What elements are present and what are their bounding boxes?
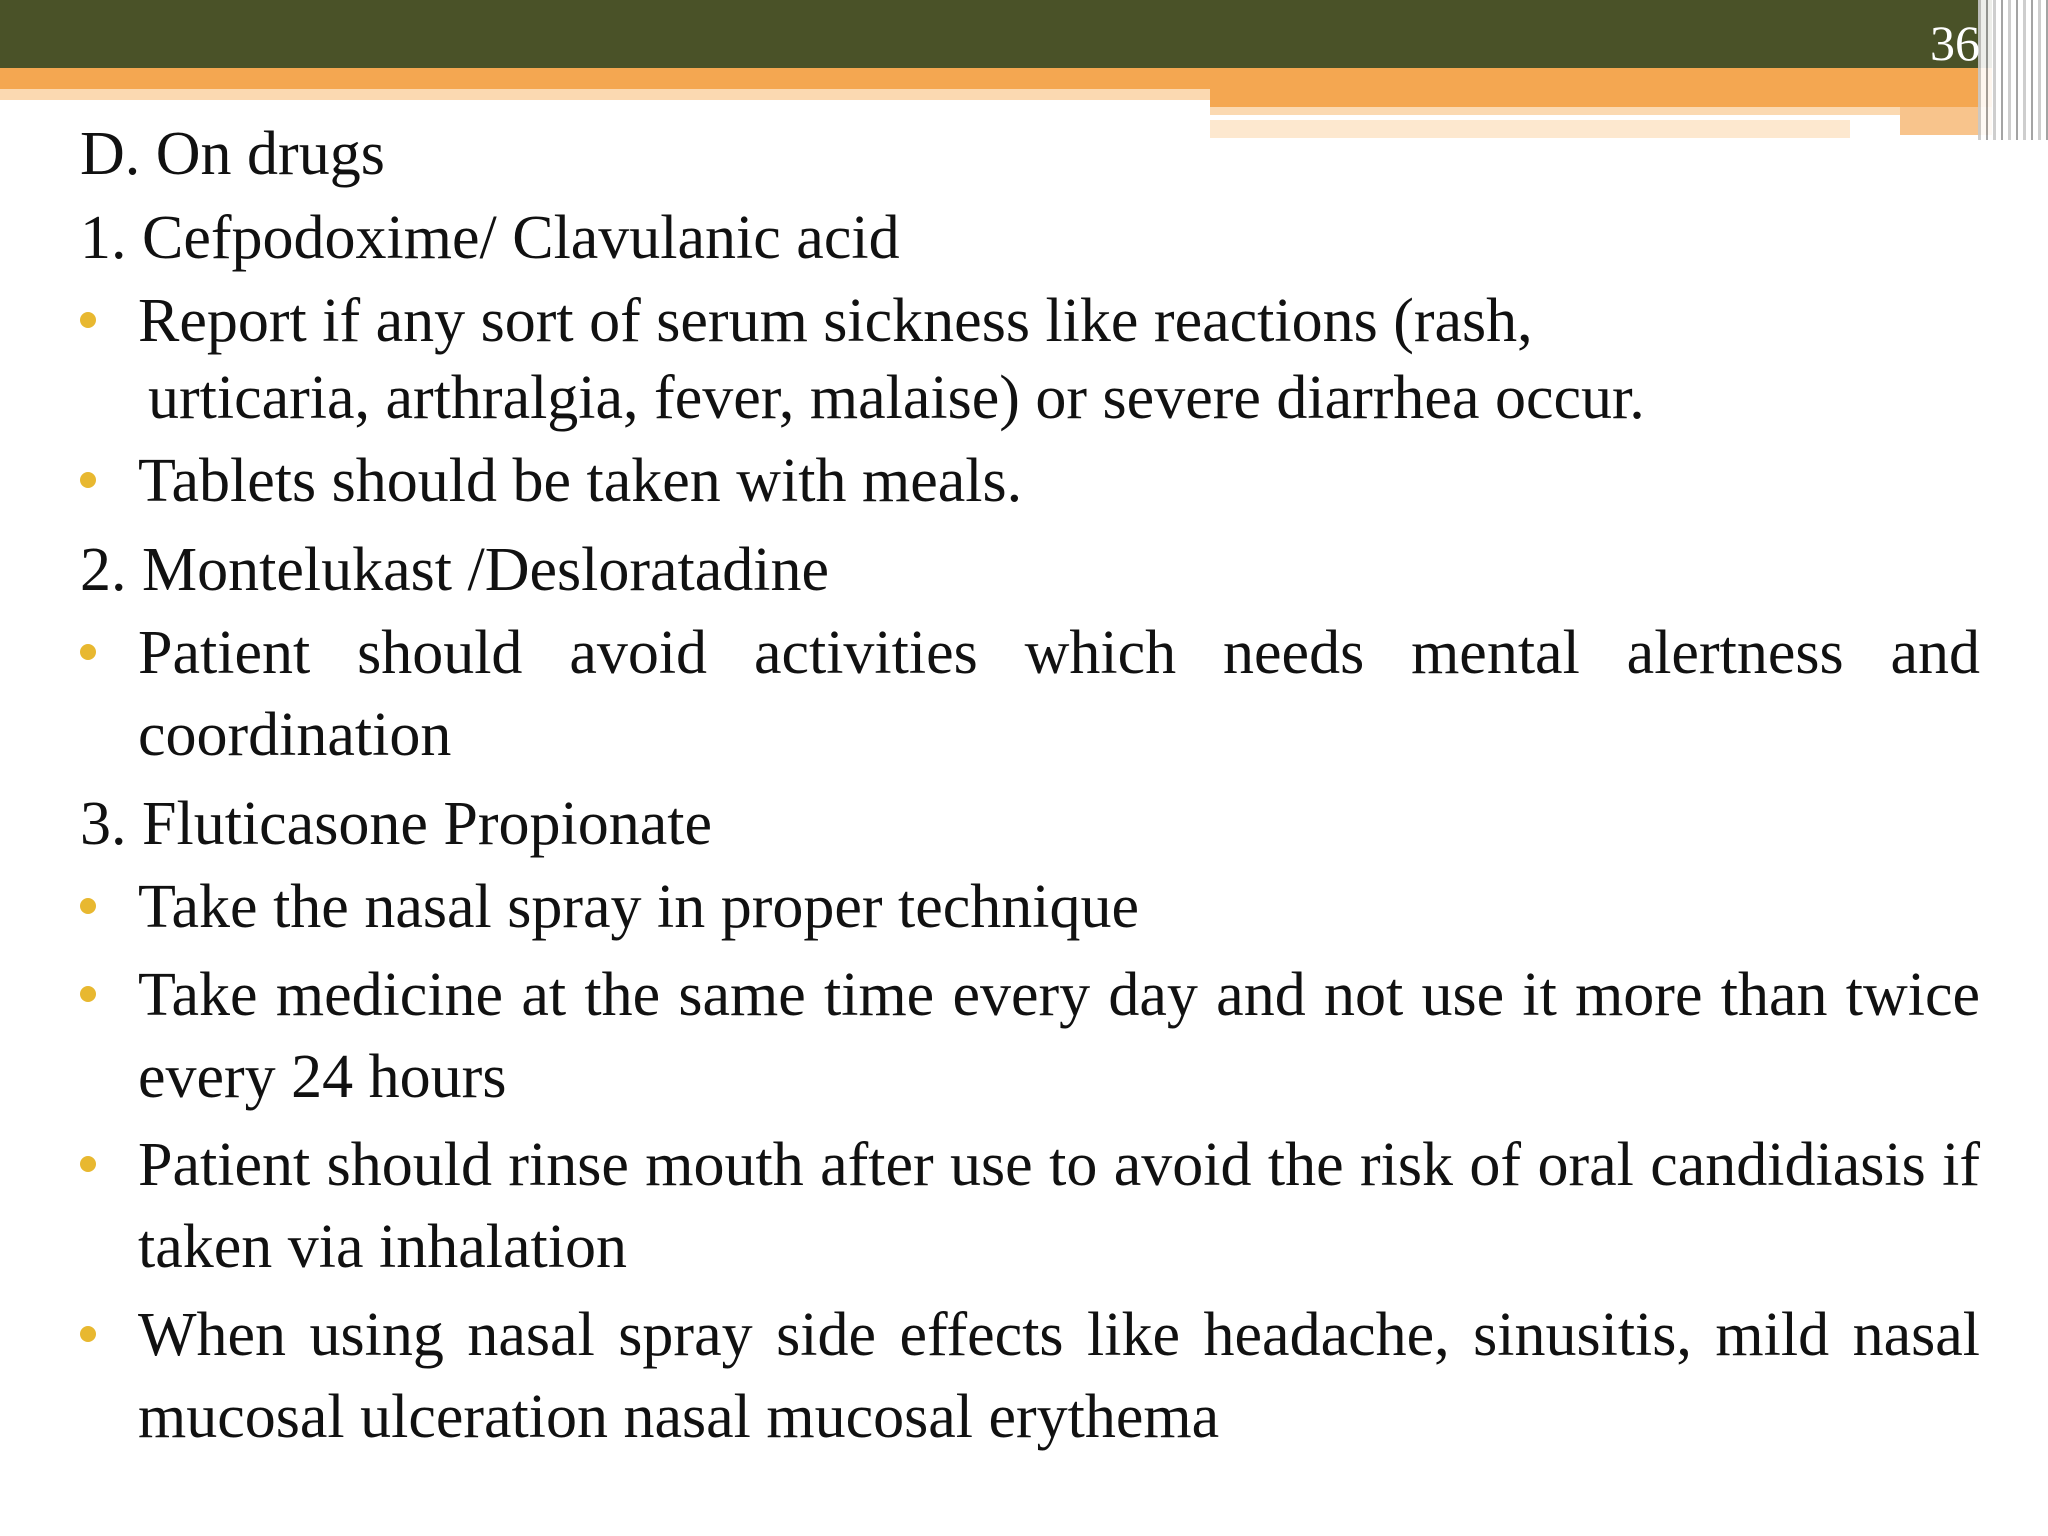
bullet-item (80, 1124, 1980, 1288)
bullet-text: Take the nasal spray in proper technique (138, 873, 1140, 941)
header-band-orange-right (1210, 89, 1992, 107)
bullet-text: Tablets should be taken with meals. (138, 447, 1023, 515)
bullet-text: Take medicine at the same time every day and not use it more than twice every 24 hours (138, 961, 1980, 1111)
drug-title-2: 2. Montelukast /Desloratadine (80, 536, 829, 604)
bullet-dot-icon (80, 986, 96, 1002)
page-number: 36 (1930, 15, 1980, 71)
bullet-text: Patient should avoid activities which needs mental alertness and coordination (138, 619, 1980, 769)
drug-title-3: 3. Fluticasone Propionate (80, 790, 712, 858)
header-band-light-left (0, 89, 1210, 100)
bullet-dot-icon (80, 898, 96, 914)
bullet-dot-icon (80, 472, 96, 488)
drug-title-1: 1. Cefpodoxime/ Clavulanic acid (80, 204, 900, 272)
bullet-item (80, 280, 1980, 362)
bullet-dot-icon (80, 644, 96, 660)
corner-stripes (1978, 0, 2048, 140)
slide-content (80, 112, 1980, 1464)
bullet-item (80, 1294, 1980, 1458)
section-title: D. On drugs (80, 120, 385, 188)
bullet-item (80, 866, 1980, 948)
bullet-dot-icon (80, 1326, 96, 1342)
bullet-dot-icon (80, 312, 96, 328)
bullet-item (80, 612, 1980, 776)
header-band-dark (0, 0, 1992, 68)
bullet-text: When using nasal spray side effects like headache, sinusitis, mild nasal mucosal ulceration nasal mucosal erythema (138, 1301, 1980, 1451)
bullet-dot-icon (80, 1156, 96, 1172)
bullet-item (80, 440, 1980, 522)
bullet-text: Patient should rinse mouth after use to avoid the risk of oral candidiasis if taken via inhalation (138, 1131, 1980, 1281)
header-band-orange (0, 68, 1992, 89)
bullet-continuation: urticaria, arthralgia, fever, malaise) or severe diarrhea occur. (148, 364, 1645, 432)
bullet-text: Report if any sort of serum sickness like reactions (rash, (138, 287, 1533, 355)
bullet-item (80, 954, 1980, 1118)
